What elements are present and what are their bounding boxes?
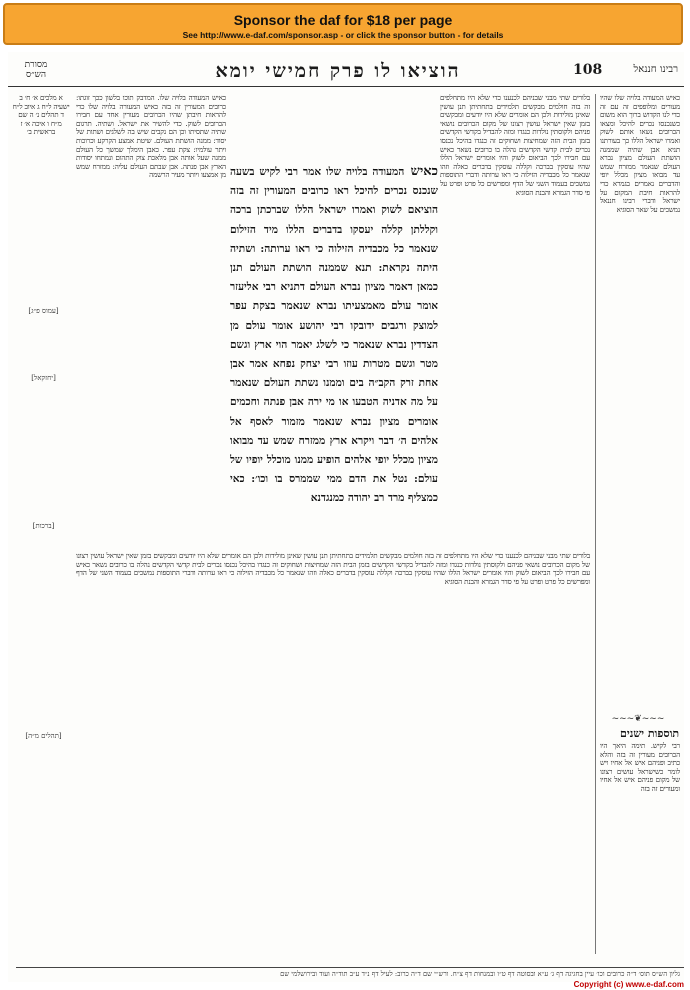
sponsor-banner[interactable] bbox=[3, 3, 683, 45]
column-divider bbox=[595, 94, 596, 954]
margin-note: [תהלים מ״ה] bbox=[25, 732, 62, 740]
masoret-header-label: מסורת הש״ס bbox=[24, 60, 48, 80]
margin-note: [עמוס פ״ג] bbox=[28, 307, 59, 315]
gemara-text: המעודה בלויה שלו אמר רבי לקיש בשעה שנכנס נכרים להיכל ראו כרובים המעורין זה בזה הוציאם לשוק ואמרו ישראל הללו שברכתן ברכה וקללתן קללה יעסקו בדברים הללו מיד הזילום שנאמר כל מכבדיה הזילוה כי ראו ערותה: ושתיה היתה נקראת: תנא שממנה הושתת העולם תנן כמאן דאמר מציון נברא העולם דתניא רבי אליעזר אומר עולם מאמצעיתו נברא שנאמר בצקת עפר למוצק ורגבים ידובקו רבי יהושע אומר עולם מן הצדדין נברא שנאמר כי לשלג יאמר הוי ארץ וגשם מטר וגשם מטרות עוזו רבי יצחק נפחא אמר אבן אחת זרק הקב״ה בים וממנו נשתת העולם שנאמר על מה אדניה הטבעו או מי ירה אבן פנתה וחכמים אומרים מציון נברא שנאמר מזמור לאסף אל אלהים ה׳ דבר ויקרא ארץ ממזרח שמש עד מבואו מציון מכלל יופי אלהים הופיע ממנו מוכלל יופיו של עולם: נטל את הדם ממי שממרס בו וכו׳: כאי כמצליף מרד רב יהודה כמנגדנא bbox=[230, 166, 438, 505]
gemara-text-block bbox=[230, 160, 438, 588]
gilyon-hashas-footnote: גליון הש״ס תוס׳ ד״ה כרובים וכו׳ עיין בחגיגה דף ג׳ ע״א ובסוטה דף ט״ו ובמנחות דף צ״ח. ורש״י שם ד״ה כרוב: לעיל דף נ״ד ע״ב תוד״ה ועוד ובירושלמי שם bbox=[280, 970, 680, 978]
tosafot-column: בלורים שתי מבני שבניהם לכנענו כדי שלא היו מתחלפים זה בזה חולמים מבקשים תלמידים בתחתיתן תנן עושין שאינן מולידות ולכן הם אומרים שלא היו יודעים ומבקשים בזמן שאין ישראל עושין רצונו של מקום הכרובים נושאי פניהם ולקוסתין נולדות כנגדו ומזה להבדיל בקדשי הקדשים בזמן הבית הזה שמחיצות ושחוקים זה כנגדו בהיכל נכנסו נכרים לבית קדשי הקדשים נהלה בו כרובים נשאר כאיש עם חבירו לכך הביאום לשוק והיו אומרים ישראל הללו שהיו עוסקין בברכה וקללה עוסקין בדברים כאלה וזהו שנאמר כל מכבדיה הזילוה כי ראו ערותה ודברי התוספות נמשכים בעמוד השני של הדף ומפרשים כל פרט ופרט על פי סדר הגמרא והבנת הסוגיא bbox=[440, 94, 590, 197]
rabbeinu-chananel-column: כאיש המעודה בלויה שלו שהיו מעורים ומלופפים זה עם זה כדי לנו הקדוש ברוך הוא משום כשנכנסו נכרים להיכל ומצאו הכרובים נשאו אותם לשוק ואמרו ישראל הללו כך בעורתנו תניא אבן שתיה שממנה הושתת העולם מציון נברא העולם שנאמר ממזרח שמש עד מבואו מציון מכלל יופי והדברים נאמרים בגמרא כדי להראות חיבת המקום על ישראל ודברי רבינו חננאל נמשכים על שאר הסוגיא bbox=[600, 94, 680, 214]
footer-divider bbox=[16, 967, 684, 968]
copyright-text[interactable]: Copyright (c) www.e-daf.com bbox=[573, 980, 684, 989]
gemara-lead-word: כאיש bbox=[410, 164, 438, 179]
margin-note: [ברכות] bbox=[32, 522, 55, 530]
page-number: 108 bbox=[573, 62, 603, 78]
ornament-divider: ~~~❦~~~ bbox=[611, 714, 665, 724]
margin-note: [יחזקאל] bbox=[31, 374, 56, 382]
tosafot-continuation: בלורים שתי מבני שבניהם לכנענו כדי שלא היו מתחלפים זה בזה חולמים מבקשים תלמידים בתחתיתן תנן עושין שאינן מולידות ולכן הם אומרים שלא היו יודעים ומבקשים בזמן שאין ישראל עושין רצונו של מקום הכרובים נושאי פניהם ולקוסתין נולדות כנגדו ומזה להבדיל בקדשי הקדשים בזמן הבית הזה שמחיצות ושחוקים זה כנגדו בהיכל נכנסו נכרים לבית קדשי הקדשים נהלה בו כרובים נשאר כאיש עם חבירו לכך הביאום לשוק והיו אומרים ישראל הללו שהיו עוסקין בברכה וקללה עוסקין בדברים כאלה וזהו שנאמר כל מכבדיה הזילוה כי ראו ערותה ודברי התוספות נמשכים בעמוד השני של הדף ומפרשים כל פרט ופרט על פי סדר הגמרא והבנת הסוגיא bbox=[76, 552, 590, 586]
tosafot-yeshanim-text: רבי לקיש. תימה היאך היו הכרובים מעורין זה בזה והלא כתיב ופניהם איש אל אחיו ויש לומר כשישראל עושים רצונו של מקום פניהם איש אל אחיו ומעורים זה בזה bbox=[600, 742, 680, 793]
rabbeinu-chananel-header-label: רבינו חננאל bbox=[633, 64, 678, 75]
page-header bbox=[8, 60, 684, 87]
rashi-column: כאיש המעודה בלויה שלו. המדבק תוכו בלשון ככך זוגתו: כרובים המעורין זה בזה כאיש המעורה בלויה שלו כדי להראות חיבתן שהיו הכרובים מעורין אחד עם חבירו הכרובים לשוק. כדי להשיר את ישראל. ושתיה. תרגום שתיה שתסיתו וכן הם נקבים שיש בה לשלגים ושתות של יסוד: ממנה הושתת העולם. שיטת אמצע הקרקע וכרוכות ויתר עולמיו: צקת עפר. כאבן הימלך שמשך כל העולם ממנה שעל אותה אבן מלאכת צוק התהום ונמתחו יסודות הארץ אבן פנתה. אבן שבתם העולם עליה: ממזרח שמש מן אמצעו ויותר מעיר הרשמה bbox=[76, 94, 226, 180]
masoret-hashas-column: א מלכים א׳ ח׳ ב ישעיה ל״ח ג איוב ל״ח ד תהלים נ׳ ה שם מ״ח ו איכה א׳ ז בראשית ב׳ bbox=[12, 94, 70, 137]
sponsor-banner-title[interactable]: Sponsor the daf for $18 per page bbox=[233, 12, 453, 28]
talmud-page bbox=[8, 52, 684, 982]
tosafot-yeshanim-title: תוספות ישנים bbox=[620, 727, 680, 740]
sponsor-banner-subtitle[interactable]: See http://www.e-daf.com/sponsor.asp - or click the sponsor button - for details bbox=[182, 30, 504, 40]
chapter-title: הוציאו לו פרק חמישי יומא bbox=[215, 60, 461, 82]
